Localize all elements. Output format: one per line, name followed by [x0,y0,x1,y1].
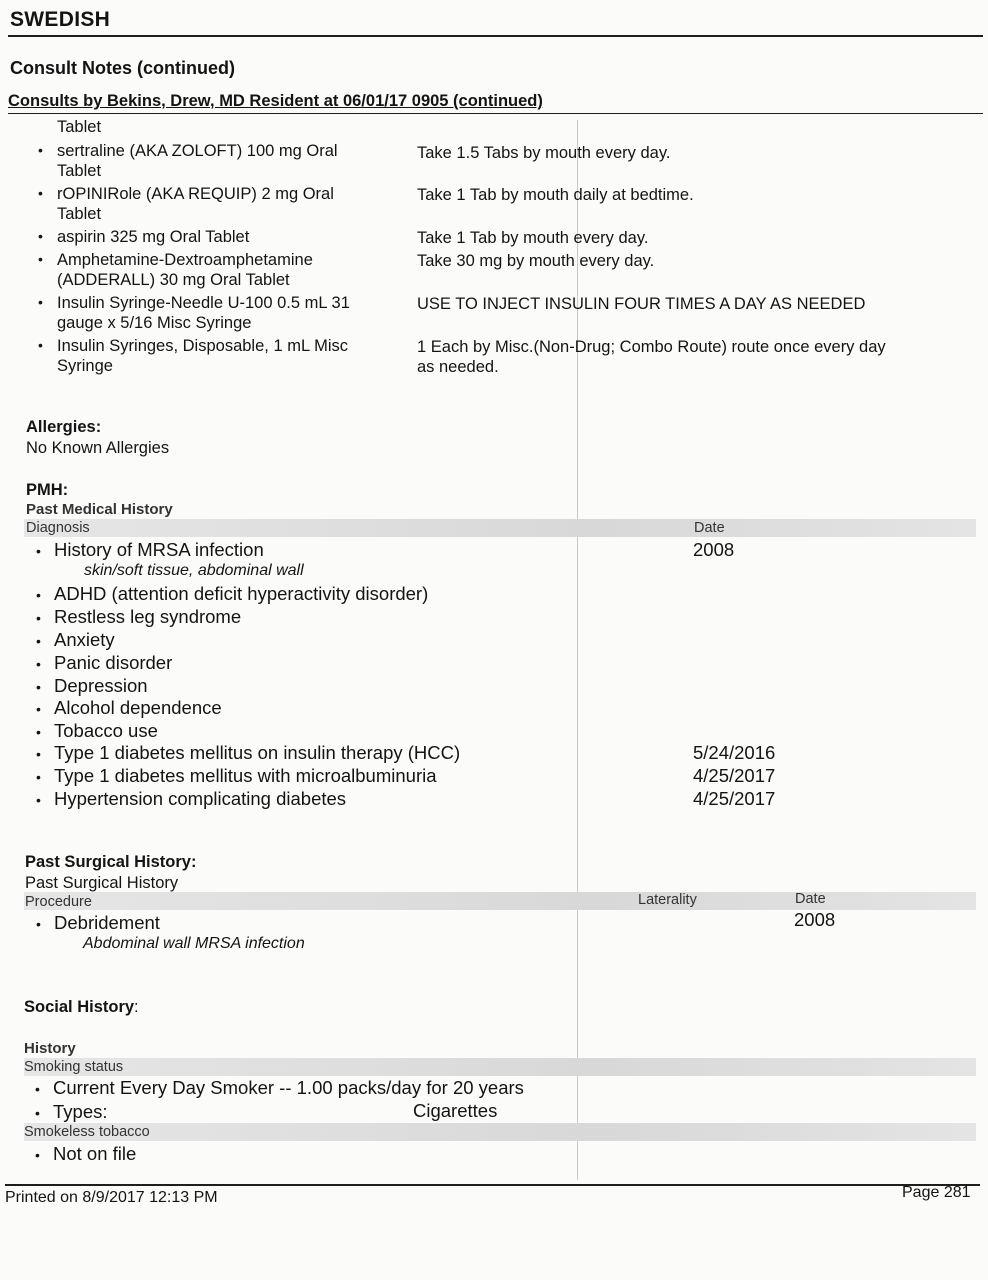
med-sig: USE TO INJECT INSULIN FOUR TIMES A DAY AS NEEDED [417,295,866,313]
med-name-cont: Tablet [57,162,102,180]
bullet: • [36,610,41,626]
col-diagnosis: Diagnosis [26,520,90,536]
types-label: Types: [53,1101,108,1122]
psh-title: Past Surgical History: [25,853,197,871]
bullet: • [35,1147,40,1163]
med-name: Insulin Syringes, Disposable, 1 mL Misc [57,337,349,355]
swedish-logo: SWEDISH [10,8,111,31]
col-date: Date [795,891,826,907]
bullet: • [36,746,41,762]
bullet: • [38,294,43,310]
diagnosis: Depression [54,675,148,696]
procedure-date: 2008 [794,909,836,930]
psh-subtitle: Past Surgical History [25,874,179,892]
bullet: • [38,228,43,244]
diagnosis: Alcohol dependence [54,697,222,718]
med-name: aspirin 325 mg Oral Tablet [57,228,250,246]
med-name: rOPINIRole (AKA REQUIP) 2 mg Oral [57,185,334,203]
med-fragment: Tablet [57,118,102,136]
bullet: • [36,633,41,649]
bullet: • [35,1081,40,1097]
printed-on: Printed on 8/9/2017 12:13 PM [5,1189,218,1206]
section-title: Consult Notes (continued) [10,58,235,78]
social-title: Social History [24,998,135,1016]
types-value: Cigarettes [413,1100,498,1121]
med-name-cont: Syringe [57,357,113,375]
col-laterality: Laterality [638,892,697,908]
med-sig: 1 Each by Misc.(Non-Drug; Combo Route) route once every day [417,338,886,356]
med-sig: Take 1 Tab by mouth daily at bedtime. [417,186,694,204]
social-title-wrap [24,998,139,1017]
diagnosis: ADHD (attention deficit hyperactivity disorder) [54,583,429,604]
bullet: • [36,656,41,672]
smokeless-label: Smokeless tobacco [24,1124,150,1140]
med-sig: Take 30 mg by mouth every day. [417,252,655,270]
footer-rule [5,1184,980,1186]
bullet: • [38,185,43,201]
med-sig: Take 1 Tab by mouth every day. [417,229,649,247]
bullet: • [36,679,41,695]
med-sig: Take 1.5 Tabs by mouth every day. [417,144,671,162]
med-name-cont: Tablet [57,205,102,223]
bullet: • [38,142,43,158]
bullet: • [35,1105,40,1121]
col-date: Date [694,520,725,536]
pmh-header-band [24,519,976,537]
bullet: • [36,701,41,717]
allergies-title: Allergies: [26,418,102,436]
diagnosis: Tobacco use [54,720,158,741]
page-number: Page 281 [902,1184,971,1201]
smoking-value: Current Every Day Smoker -- 1.00 packs/day for 20 years [53,1077,524,1098]
scan-line [577,120,578,1180]
diagnosis-date: 4/25/2017 [693,788,776,809]
allergies-value: No Known Allergies [26,439,170,457]
diagnosis: Restless leg syndrome [54,606,242,627]
diagnosis: History of MRSA infection [54,539,264,560]
smoking-label: Smoking status [24,1059,124,1075]
consult-title: Consults by Bekins, Drew, MD Resident at 06/01/17 0905 (continued) [8,92,543,110]
med-name-cont: gauge x 5/16 Misc Syringe [57,314,252,332]
med-name-cont: (ADDERALL) 30 mg Oral Tablet [57,271,290,289]
med-sig-cont: as needed. [417,358,499,376]
social-history-label: History [24,1040,76,1057]
pmh-subtitle: Past Medical History [26,501,173,518]
diagnosis: Anxiety [54,629,115,650]
header-rule [8,35,983,37]
bullet: • [36,587,41,603]
bullet: • [36,724,41,740]
bullet: • [38,251,43,267]
diagnosis-note: skin/soft tissue, abdominal wall [84,562,304,579]
bullet: • [36,543,41,559]
diagnosis-date: 2008 [693,539,735,560]
social-colon: : [134,998,139,1016]
procedure-note: Abdominal wall MRSA infection [83,935,305,952]
bullet: • [36,916,41,932]
bullet: • [38,337,43,353]
bullet: • [36,769,41,785]
diagnosis: Type 1 diabetes mellitus with microalbuminuria [54,765,437,786]
consult-rule [8,113,983,114]
med-name: Insulin Syringe-Needle U-100 0.5 mL 31 [57,294,350,312]
diagnosis: Panic disorder [54,652,173,673]
pmh-title: PMH: [26,481,69,499]
col-procedure: Procedure [25,894,92,910]
diagnosis: Hypertension complicating diabetes [54,788,347,809]
diagnosis-date: 5/24/2016 [693,742,776,763]
diagnosis: Type 1 diabetes mellitus on insulin therapy (HCC) [54,742,461,763]
med-name: Amphetamine-Dextroamphetamine [57,251,313,269]
psh-header-band [24,892,976,910]
diagnosis-date: 4/25/2017 [693,765,776,786]
med-name: sertraline (AKA ZOLOFT) 100 mg Oral [57,142,338,160]
smokeless-header-band [24,1123,976,1141]
bullet: • [36,792,41,808]
smokeless-value: Not on file [53,1143,137,1164]
procedure: Debridement [54,912,160,933]
social-header-band [24,1058,976,1076]
